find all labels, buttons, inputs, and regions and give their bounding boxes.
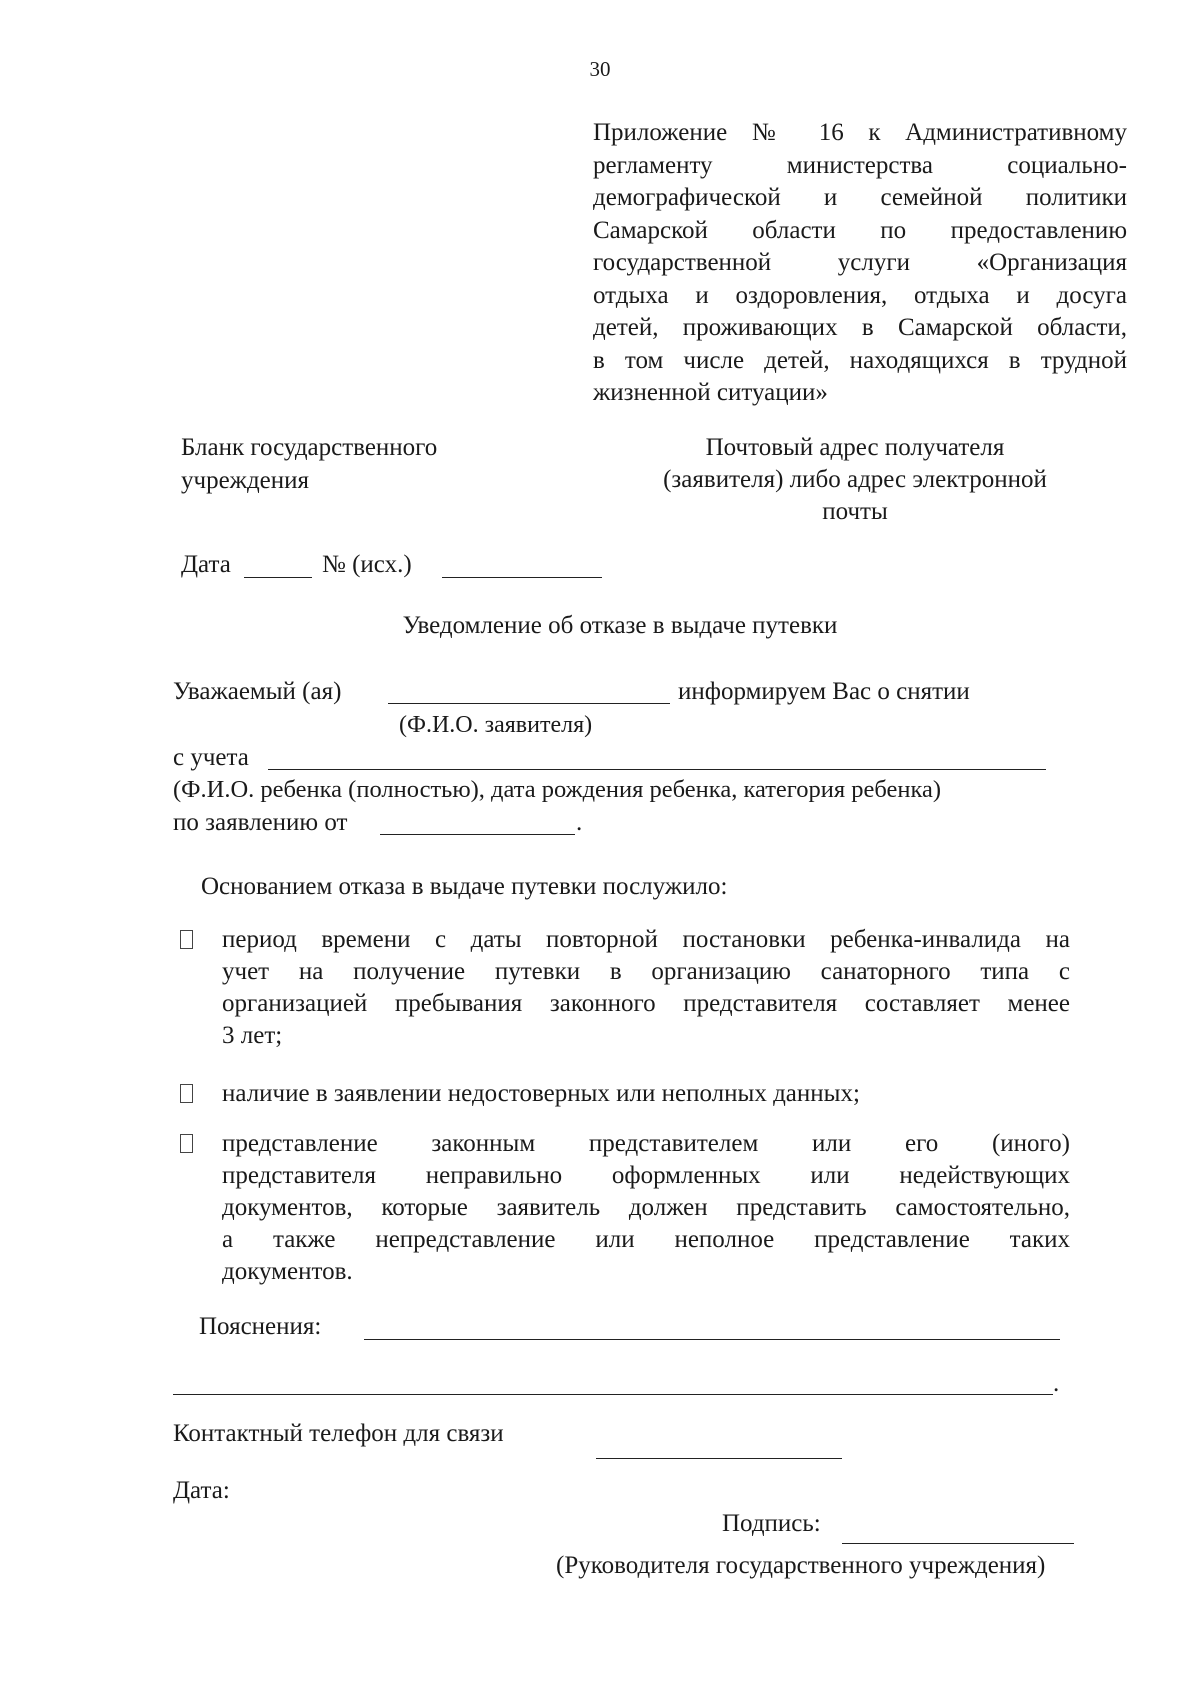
reason-line: организацией пребывания законного представителя составляет менее bbox=[222, 990, 1070, 1017]
outgoing-number-blank[interactable] bbox=[442, 577, 602, 578]
contact-phone-blank[interactable] bbox=[596, 1458, 842, 1459]
institution-letterhead-label bbox=[181, 431, 511, 497]
reason-checkbox[interactable] bbox=[180, 930, 193, 949]
applicant-name-blank[interactable] bbox=[388, 703, 670, 704]
statement-date-blank[interactable] bbox=[380, 834, 575, 835]
reason-line: учет на получение путевки в организацию санаторного типа с bbox=[222, 958, 1070, 985]
reason-text bbox=[222, 1128, 1070, 1288]
annex-line: детей, проживающих в Самарской области, bbox=[593, 314, 1127, 341]
signature-label: Подпись: bbox=[722, 1510, 821, 1537]
annex-line: в том числе детей, находящихся в трудной bbox=[593, 346, 1127, 374]
applicant-name-caption: (Ф.И.О. заявителя) bbox=[399, 712, 593, 738]
reason-line: представителя неправильно оформленных или недействующих bbox=[222, 1162, 1070, 1189]
reason-line: наличие в заявлении недостоверных или неполных данных; bbox=[222, 1080, 860, 1107]
signature-blank[interactable] bbox=[842, 1543, 1074, 1544]
child-info-caption: (Ф.И.О. ребенка (полностью), дата рождения ребенка, категория ребенка) bbox=[173, 776, 942, 803]
greeting-suffix: информируем Вас о снятии bbox=[678, 678, 970, 705]
annex-line: демографической и семейной политики bbox=[593, 184, 1127, 211]
explanations-blank[interactable] bbox=[364, 1339, 1060, 1340]
contact-phone-label: Контактный телефон для связи bbox=[173, 1420, 504, 1447]
reason-checkbox[interactable] bbox=[180, 1134, 193, 1153]
reason-checkbox[interactable] bbox=[180, 1084, 193, 1103]
child-prefix: с учета bbox=[173, 744, 249, 771]
reason-line: период времени с даты повторной постановки ребенка-инвалида на bbox=[222, 926, 1070, 953]
date-blank[interactable] bbox=[244, 577, 312, 578]
annex-line: отдыха и оздоровления, отдыха и досуга bbox=[593, 281, 1127, 309]
statement-end-dot: . bbox=[576, 809, 583, 836]
date-label: Дата: bbox=[173, 1477, 230, 1504]
annex-line: жизненной ситуации» bbox=[593, 379, 828, 406]
recipient-line: почты bbox=[822, 498, 888, 525]
statement-date-prefix: по заявлению от bbox=[173, 809, 348, 836]
annex-line: регламенту министерства социально- bbox=[593, 151, 1127, 179]
letterhead-line: учреждения bbox=[181, 467, 310, 494]
notice-title: Уведомление об отказе в выдаче путевки bbox=[402, 612, 838, 639]
recipient-address-label bbox=[620, 432, 1090, 528]
annex-reference bbox=[593, 117, 1127, 410]
greeting-prefix: Уважаемый (ая) bbox=[173, 678, 342, 705]
reason-text bbox=[222, 924, 1070, 1052]
reasons-title: Основанием отказа в выдаче путевки послужило: bbox=[201, 873, 728, 900]
signature-caption: (Руководителя государственного учреждения) bbox=[556, 1552, 1046, 1579]
recipient-line: Почтовый адрес получателя bbox=[705, 434, 1005, 461]
annex-line: Самарской области по предоставлению bbox=[593, 216, 1127, 244]
outgoing-number-label: № (исх.) bbox=[322, 551, 412, 578]
reason-line: 3 лет; bbox=[222, 1022, 283, 1049]
date-number-row bbox=[181, 551, 231, 579]
child-info-blank[interactable] bbox=[268, 769, 1046, 770]
reason-text bbox=[222, 1078, 1070, 1110]
reason-line: документов, которые заявитель должен представить самостоятельно, bbox=[222, 1194, 1070, 1221]
annex-line: государственной услуги «Организация bbox=[593, 249, 1127, 276]
explanations-label: Пояснения: bbox=[199, 1313, 322, 1340]
recipient-line: (заявителя) либо адрес электронной bbox=[663, 466, 1047, 493]
reason-line: документов. bbox=[222, 1258, 353, 1285]
letterhead-line: Бланк государственного bbox=[181, 434, 438, 461]
reason-line: а также непредставление или неполное представление таких bbox=[222, 1226, 1070, 1253]
explanations-end-dot: . bbox=[1053, 1370, 1060, 1397]
annex-line: Приложение № 16 к Административному bbox=[593, 119, 1127, 146]
page-number: 30 bbox=[589, 57, 611, 81]
reason-line: представление законным представителем или его (иного) bbox=[222, 1130, 1070, 1157]
explanations-blank-2[interactable] bbox=[173, 1394, 1053, 1395]
date-row-label: Дата bbox=[181, 551, 231, 578]
